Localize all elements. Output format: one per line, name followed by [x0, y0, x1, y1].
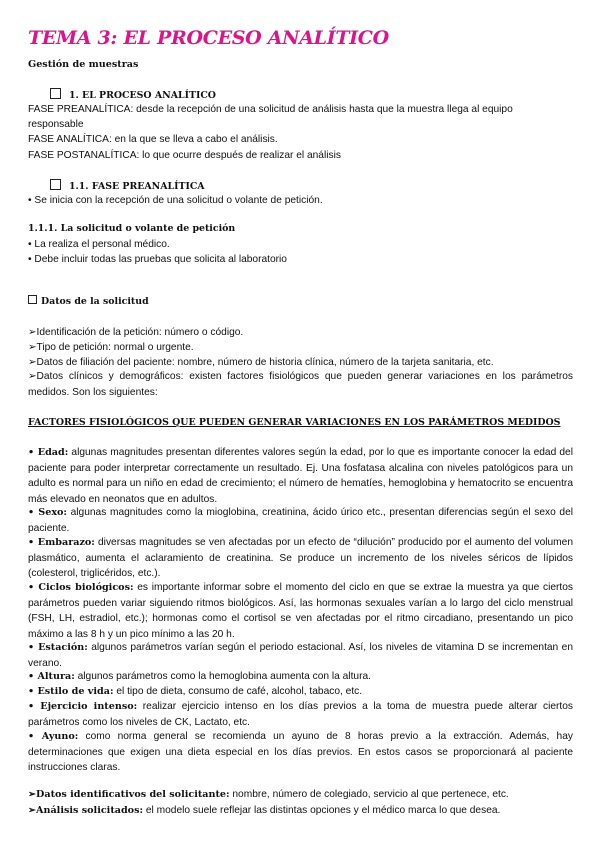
- fase-preanalitica-line: FASE PREANALÍTICA: desde la recepción de una solicitud de análisis hasta que la muestra llega al equipo: [28, 104, 513, 115]
- section-1-1-1-bullet-1: • La realiza el personal médico.: [28, 239, 170, 250]
- section-1-1-bullet: • Se inicia con la recepción de una solicitud o volante de petición.: [28, 195, 323, 206]
- fase-preanalitica-line-cont: responsable: [28, 119, 84, 130]
- solicitante-item: ➢Datos identificativos del solicitante: nombre, número de colegiado, servicio al que pertenece, etc.: [28, 789, 509, 800]
- factor-ayuno-label: • Ayuno:: [28, 731, 79, 742]
- factor-altura: • Altura: algunos parámetros como la hemoglobina aumenta con la altura.: [28, 671, 371, 682]
- factor-embarazo: • Embarazo: diversas magnitudes se ven afectadas por un efecto de “dilución” producido por el aumento del volumen plasmático, aumenta el aclaramiento de creatinina. Se produce un incremento de los niveles séricos de lípidos (colesterol, triglicéridos, etc.).: [28, 537, 573, 580]
- solicitante-label: ➢Datos identificativos del solicitante:: [28, 789, 230, 800]
- fase-analitica-line: FASE ANALÍTICA: en la que se lleva a cabo el análisis.: [28, 134, 278, 145]
- factor-edad-label: • Edad:: [28, 447, 69, 458]
- analisis-item: ➢Análisis solicitados: el modelo suele reflejar las distintas opciones y el médico marca lo que desea.: [28, 805, 501, 816]
- factor-embarazo-label: • Embarazo:: [28, 537, 95, 548]
- factor-ciclos-label: • Ciclos biológicos:: [28, 582, 134, 593]
- page-title: TEMA 3: EL PROCESO ANALÍTICO: [28, 27, 389, 49]
- factor-estacion-label: • Estación:: [28, 642, 88, 653]
- datos-item-4: ➢Datos clínicos y demográficos: existen factores fisiológicos que pueden generar variaciones en los parámetros medidos. Son los siguientes:: [28, 371, 573, 398]
- factor-sexo-label: • Sexo:: [28, 507, 67, 518]
- analisis-label: ➢Análisis solicitados:: [28, 805, 144, 816]
- datos-item-3: ➢Datos de filiación del paciente: nombre, número de historia clínica, número de la tarjeta sanitaria, etc.: [28, 357, 494, 368]
- section-1-heading: 1. EL PROCESO ANALÍTICO: [50, 88, 216, 101]
- factor-ejercicio-label: • Ejercicio intenso:: [28, 701, 138, 712]
- checkbox-icon: [50, 88, 61, 99]
- factor-estacion: • Estación: algunos parámetros varían según el periodo estacional. Así, los niveles de vitamina D se incrementan en verano.: [28, 642, 573, 669]
- checkbox-icon: [50, 179, 61, 190]
- factor-ayuno: • Ayuno: como norma general se recomienda un ayuno de 8 horas previo a la extracción. Además, hay determinaciones que exigen una dieta especial en los días previos. En estos casos se proporcionará al paciente instrucciones claras.: [28, 731, 573, 774]
- factors-heading: FACTORES FISIOLÓGICOS QUE PUEDEN GENERAR VARIACIONES EN LOS PARÁMETROS MEDIDOS: [28, 417, 561, 428]
- factor-estilo: • Estilo de vida: el tipo de dieta, consumo de café, alcohol, tabaco, etc.: [28, 686, 363, 697]
- section-1-1-1-bullet-2: • Debe incluir todas las pruebas que solicita al laboratorio: [28, 254, 287, 265]
- factor-edad: • Edad: algunas magnitudes presentan diferentes valores según la edad, por lo que es importante conocer la edad del paciente para poder interpretar correctamente un resultado. Ej. Una fosfatasa alcalina con niveles patológicos para un adulto es normal para un niño en edad de crecimiento; el número de hematíes, hemoglobina y hematocrito se encuentra más elevado en neonatos que en adultos.: [28, 447, 573, 505]
- section-1-1-1-heading: 1.1.1. La solicitud o volante de petición: [28, 223, 236, 234]
- datos-item-1: ➢Identificación de la petición: número o código.: [28, 327, 244, 338]
- factor-estilo-label: • Estilo de vida:: [28, 686, 114, 697]
- factor-ejercicio: • Ejercicio intenso: realizar ejercicio intenso en los días previos a la toma de muestra puede alterar ciertos parámetros como los niveles de CK, Lactato, etc.: [28, 701, 573, 728]
- checkbox-icon: [28, 295, 37, 304]
- datos-item-2: ➢Tipo de petición: normal o urgente.: [28, 342, 194, 353]
- factor-sexo: • Sexo: algunas magnitudes como la mioglobina, creatinina, ácido úrico etc., presentan diferencias según el sexo del paciente.: [28, 507, 573, 534]
- section-1-1-heading: 1.1. FASE PREANALÍTICA: [50, 179, 205, 192]
- factor-altura-label: • Altura:: [28, 671, 75, 682]
- datos-heading: Datos de la solicitud: [28, 295, 149, 307]
- factor-ciclos: • Ciclos biológicos: es importante informar sobre el momento del ciclo en que se extrae la muestra ya que ciertos parámetros pueden variar siguiendo ritmos biológicos. Así, las hormonas sexuales varían a lo largo del ciclo menstrual (FSH, LH, estradiol, etc.); hormonas como el cortisol se ven afectadas por el ritmo circadiano, presentando un pico máximo a las 8 h y un pico mínimo a las 20 h.: [28, 582, 573, 640]
- fase-postanalitica-line: FASE POSTANALÍTICA: lo que ocurre después de realizar el análisis: [28, 150, 341, 161]
- subtitle: Gestión de muestras: [28, 59, 139, 70]
